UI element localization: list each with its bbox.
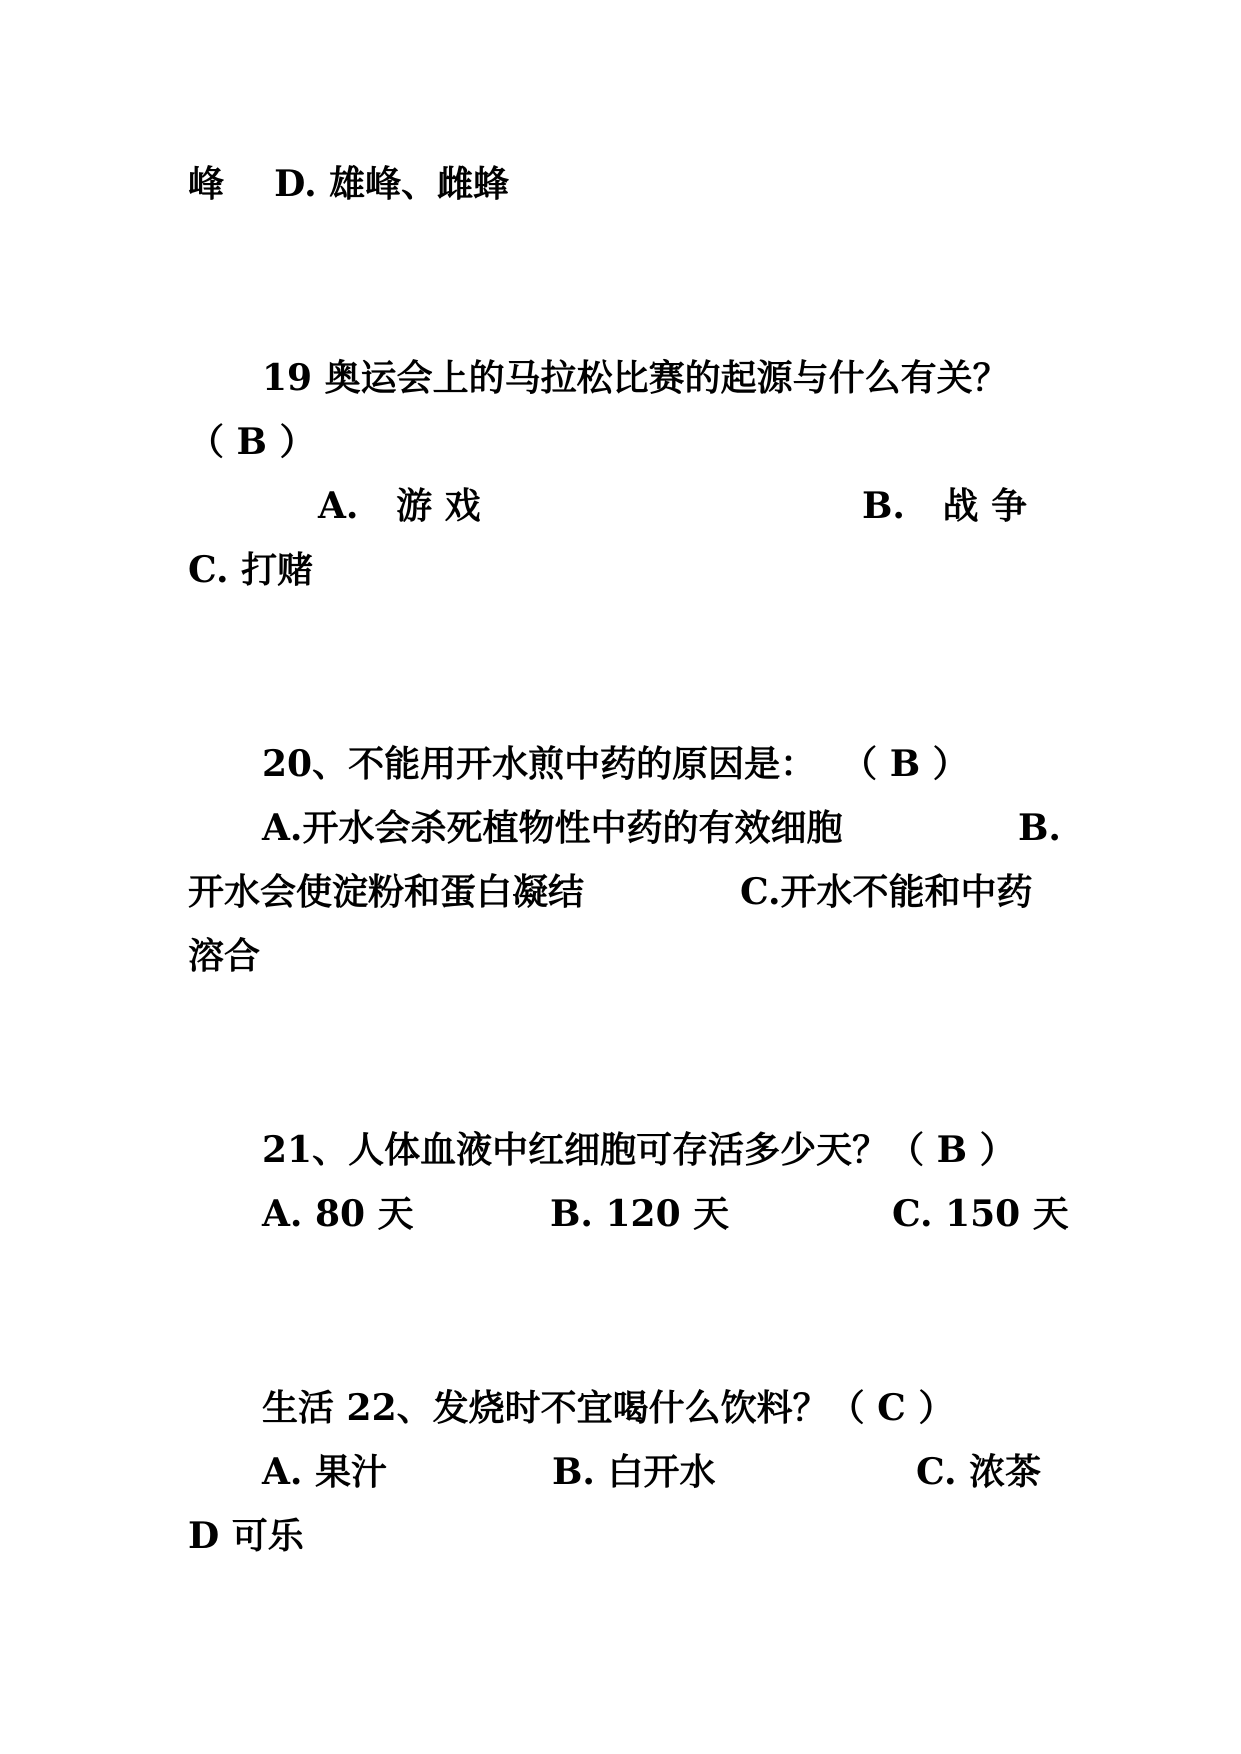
q22-option-c: C. 浓茶 [916,1451,1042,1493]
q20-option-c: C.开水不能和中药 [740,871,1033,913]
q20-option-b-text: 开水会使淀粉和蛋白凝结 [188,871,585,913]
q19-question: 19 奥运会上的马拉松比赛的起源与什么有关？ [262,357,1009,399]
q21-option-c: C. 150 天 [892,1193,1069,1235]
q22-option-b: B. 白开水 [552,1451,716,1493]
q22-option-d: D 可乐 [188,1515,304,1557]
q19-option-c: C. 打赌 [188,549,314,591]
q20-option-c-continuation: 溶合 [188,935,261,977]
q19-option-b: B. 战 争 [862,485,1028,527]
q21-option-b: B. 120 天 [550,1193,730,1235]
q20-option-a: A.开水会杀死植物性中药的有效细胞 [262,807,843,849]
q19-option-a: A. 游 戏 [318,485,481,527]
q21-option-a: A. 80 天 [262,1193,414,1235]
q20-question: 20、不能用开水煎中药的原因是： （ B ） [262,743,969,785]
q20-option-b-label: B. [1018,807,1061,849]
q22-option-a: A. 果汁 [262,1451,387,1493]
q22-question: 生活 22、发烧时不宜喝什么饮料？（ C ） [262,1387,955,1429]
q21-question: 21、人体血液中红细胞可存活多少天？（ B ） [262,1129,1016,1171]
q19-answer: （ B ） [188,421,316,463]
q18-option-d-continuation: 峰 D. 雄峰、雌蜂 [188,163,510,205]
